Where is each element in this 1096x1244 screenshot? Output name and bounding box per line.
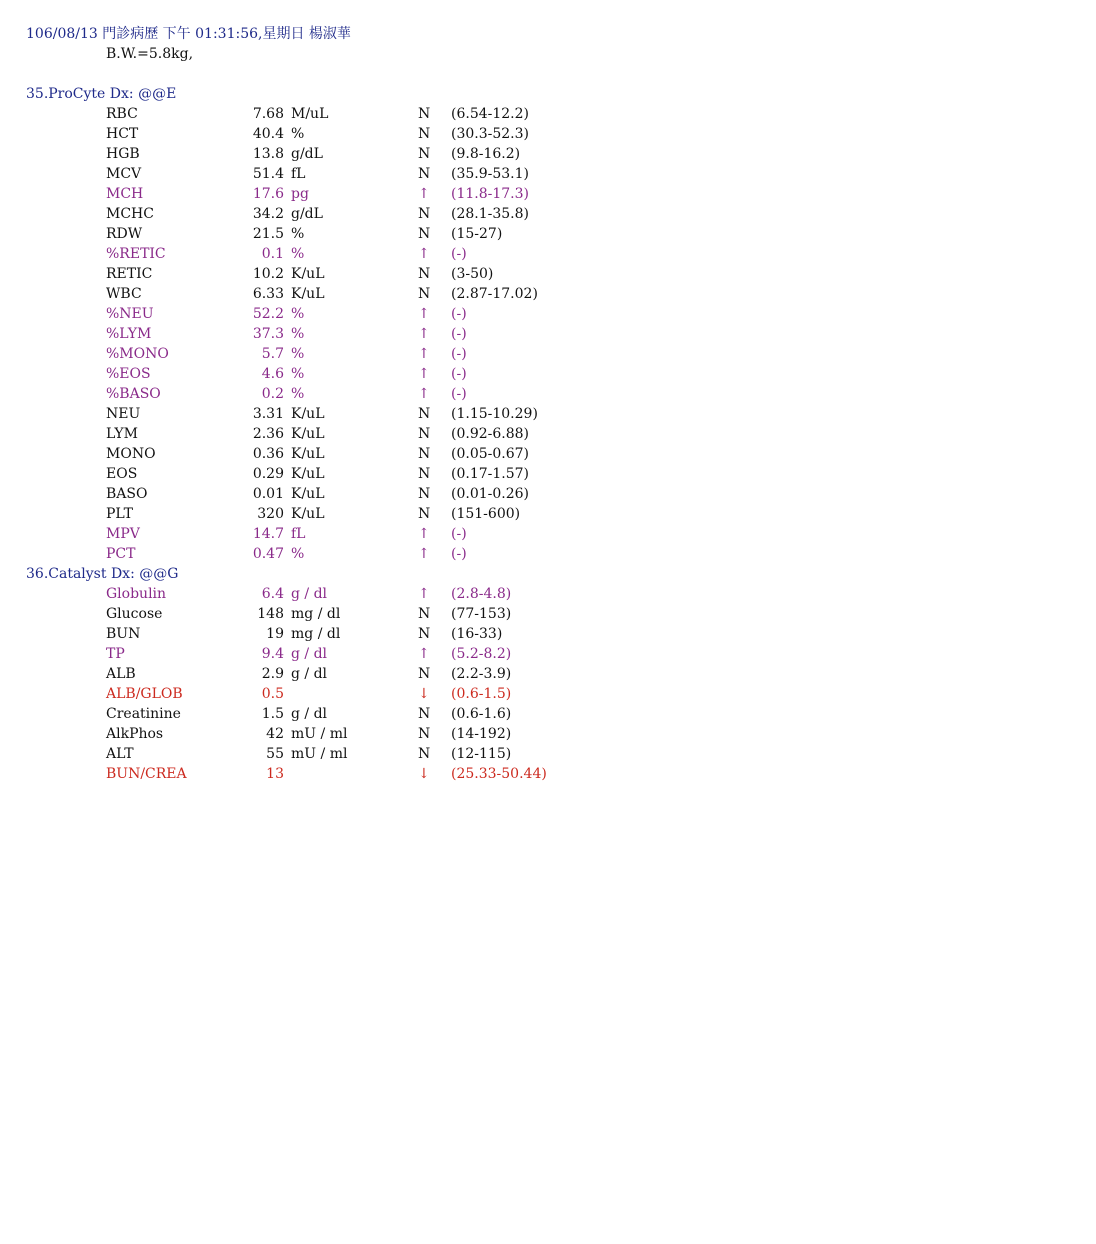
test-value: 0.2 — [261, 386, 284, 402]
test-value: 17.6 — [252, 186, 284, 202]
test-value: 0.36 — [252, 446, 284, 462]
test-unit: % — [291, 126, 305, 142]
test-name: %BASO — [106, 386, 161, 402]
test-flag: N — [418, 506, 431, 522]
test-flag: N — [418, 626, 431, 642]
test-name: %NEU — [106, 306, 154, 322]
reference-range: (-) — [451, 346, 467, 362]
reference-range: (12-115) — [451, 746, 512, 762]
test-unit: % — [291, 246, 305, 262]
lab-result-row — [0, 544, 1096, 564]
test-name: HGB — [106, 146, 140, 162]
test-unit: M/uL — [291, 106, 329, 122]
test-unit: % — [291, 306, 305, 322]
test-flag: ↑ — [418, 646, 430, 662]
test-flag: N — [418, 446, 431, 462]
reference-range: (30.3-52.3) — [451, 126, 529, 142]
test-unit: fL — [291, 166, 306, 182]
test-name: HCT — [106, 126, 139, 142]
test-value: 9.4 — [261, 646, 284, 662]
test-flag: ↑ — [418, 366, 430, 382]
reference-range: (-) — [451, 246, 467, 262]
test-value: 7.68 — [252, 106, 284, 122]
test-flag: N — [418, 726, 431, 742]
reference-range: (28.1-35.8) — [451, 206, 529, 222]
test-value: 320 — [257, 506, 284, 522]
lab-result-row — [0, 744, 1096, 764]
test-flag: N — [418, 706, 431, 722]
test-flag: ↑ — [418, 326, 430, 342]
test-flag: N — [418, 166, 431, 182]
lab-result-row — [0, 664, 1096, 684]
reference-range: (0.17-1.57) — [451, 466, 529, 482]
catalyst-section-title: 36.Catalyst Dx: @@G — [26, 566, 179, 582]
reference-range: (-) — [451, 526, 467, 542]
test-flag: N — [418, 206, 431, 222]
test-name: Glucose — [106, 606, 163, 622]
reference-range: (11.8-17.3) — [451, 186, 529, 202]
test-unit: % — [291, 546, 305, 562]
test-name: %RETIC — [106, 246, 166, 262]
test-value: 4.6 — [261, 366, 284, 382]
lab-result-row — [0, 264, 1096, 284]
test-flag: ↓ — [418, 766, 430, 782]
lab-result-row — [0, 104, 1096, 124]
lab-result-row — [0, 504, 1096, 524]
test-value: 51.4 — [252, 166, 284, 182]
lab-result-row — [0, 604, 1096, 624]
test-value: 0.29 — [252, 466, 284, 482]
lab-result-row — [0, 624, 1096, 644]
test-name: Globulin — [106, 586, 167, 602]
lab-result-row — [0, 204, 1096, 224]
test-flag: N — [418, 226, 431, 242]
test-name: BASO — [106, 486, 148, 502]
test-value: 6.4 — [261, 586, 284, 602]
test-value: 1.5 — [261, 706, 284, 722]
test-name: TP — [106, 646, 125, 662]
test-name: RBC — [106, 106, 138, 122]
reference-range: (-) — [451, 306, 467, 322]
test-value: 34.2 — [252, 206, 284, 222]
test-flag: ↑ — [418, 346, 430, 362]
lab-result-row — [0, 324, 1096, 344]
reference-range: (16-33) — [451, 626, 503, 642]
test-flag: ↑ — [418, 306, 430, 322]
test-flag: N — [418, 606, 431, 622]
test-unit: K/uL — [291, 286, 325, 302]
test-value: 2.9 — [261, 666, 284, 682]
test-unit: g/dL — [291, 206, 323, 222]
test-unit: g / dl — [291, 586, 328, 602]
test-name: RETIC — [106, 266, 153, 282]
test-value: 13.8 — [252, 146, 284, 162]
test-value: 5.7 — [261, 346, 284, 362]
lab-result-row — [0, 124, 1096, 144]
lab-result-row — [0, 684, 1096, 704]
test-unit: mg / dl — [291, 606, 341, 622]
test-name: RDW — [106, 226, 143, 242]
test-flag: N — [418, 466, 431, 482]
test-name: MCV — [106, 166, 142, 182]
reference-range: (0.05-0.67) — [451, 446, 529, 462]
test-unit: mU / ml — [291, 746, 348, 762]
test-name: MPV — [106, 526, 140, 542]
reference-range: (0.6-1.6) — [451, 706, 512, 722]
lab-result-row — [0, 724, 1096, 744]
test-name: MCH — [106, 186, 144, 202]
test-name: ALB/GLOB — [106, 686, 183, 702]
test-name: ALB — [106, 666, 136, 682]
reference-range: (2.8-4.8) — [451, 586, 512, 602]
procyte-section-title: 35.ProCyte Dx: @@E — [26, 86, 177, 102]
test-unit: fL — [291, 526, 306, 542]
reference-range: (77-153) — [451, 606, 512, 622]
test-value: 0.47 — [252, 546, 284, 562]
reference-range: (15-27) — [451, 226, 503, 242]
test-value: 21.5 — [252, 226, 284, 242]
test-name: PLT — [106, 506, 133, 522]
test-flag: ↑ — [418, 386, 430, 402]
test-unit: g / dl — [291, 706, 328, 722]
reference-range: (-) — [451, 326, 467, 342]
reference-range: (-) — [451, 386, 467, 402]
test-name: AlkPhos — [106, 726, 164, 742]
test-flag: N — [418, 426, 431, 442]
test-flag: N — [418, 666, 431, 682]
test-name: BUN/CREA — [106, 766, 187, 782]
record-header: 106/08/13 門診病歷 下午 01:31:56,星期日 楊淑華 — [26, 26, 351, 42]
test-value: 0.01 — [252, 486, 284, 502]
lab-result-row — [0, 304, 1096, 324]
lab-result-row — [0, 344, 1096, 364]
reference-range: (0.6-1.5) — [451, 686, 512, 702]
lab-result-row — [0, 484, 1096, 504]
lab-result-row — [0, 224, 1096, 244]
test-name: %LYM — [106, 326, 152, 342]
test-unit: g / dl — [291, 646, 328, 662]
test-value: 40.4 — [252, 126, 284, 142]
reference-range: (2.87-17.02) — [451, 286, 538, 302]
test-name: MCHC — [106, 206, 154, 222]
lab-result-row — [0, 464, 1096, 484]
test-name: WBC — [106, 286, 142, 302]
lab-result-row — [0, 164, 1096, 184]
test-value: 148 — [257, 606, 284, 622]
test-unit: K/uL — [291, 426, 325, 442]
lab-result-row — [0, 284, 1096, 304]
lab-result-row — [0, 524, 1096, 544]
lab-result-row — [0, 764, 1096, 784]
test-flag: N — [418, 266, 431, 282]
test-flag: ↑ — [418, 246, 430, 262]
test-name: MONO — [106, 446, 156, 462]
reference-range: (0.01-0.26) — [451, 486, 529, 502]
test-unit: % — [291, 366, 305, 382]
test-unit: % — [291, 226, 305, 242]
lab-result-row — [0, 184, 1096, 204]
test-name: %EOS — [106, 366, 151, 382]
reference-range: (-) — [451, 546, 467, 562]
test-unit: K/uL — [291, 446, 325, 462]
test-unit: g / dl — [291, 666, 328, 682]
test-flag: N — [418, 286, 431, 302]
test-name: PCT — [106, 546, 136, 562]
test-flag: N — [418, 746, 431, 762]
reference-range: (9.8-16.2) — [451, 146, 521, 162]
test-name: NEU — [106, 406, 141, 422]
test-value: 13 — [266, 766, 284, 782]
body-weight: B.W.=5.8kg, — [106, 46, 194, 62]
lab-result-row — [0, 244, 1096, 264]
test-unit: % — [291, 386, 305, 402]
test-flag: N — [418, 406, 431, 422]
test-flag: N — [418, 126, 431, 142]
lab-result-row — [0, 444, 1096, 464]
test-value: 2.36 — [252, 426, 284, 442]
test-name: BUN — [106, 626, 141, 642]
test-flag: ↑ — [418, 546, 430, 562]
test-value: 37.3 — [252, 326, 284, 342]
test-unit: K/uL — [291, 266, 325, 282]
lab-result-row — [0, 584, 1096, 604]
lab-result-row — [0, 704, 1096, 724]
test-name: %MONO — [106, 346, 169, 362]
test-unit: % — [291, 346, 305, 362]
test-flag: N — [418, 106, 431, 122]
reference-range: (151-600) — [451, 506, 521, 522]
test-unit: K/uL — [291, 466, 325, 482]
test-unit: K/uL — [291, 486, 325, 502]
lab-result-row — [0, 364, 1096, 384]
reference-range: (5.2-8.2) — [451, 646, 512, 662]
reference-range: (3-50) — [451, 266, 494, 282]
test-flag: ↑ — [418, 186, 430, 202]
test-value: 6.33 — [252, 286, 284, 302]
test-flag: N — [418, 146, 431, 162]
test-flag: ↑ — [418, 586, 430, 602]
reference-range: (1.15-10.29) — [451, 406, 538, 422]
lab-result-row — [0, 644, 1096, 664]
test-flag: N — [418, 486, 431, 502]
test-unit: K/uL — [291, 506, 325, 522]
test-unit: g/dL — [291, 146, 323, 162]
test-value: 55 — [266, 746, 284, 762]
lab-result-row — [0, 404, 1096, 424]
test-value: 0.1 — [261, 246, 284, 262]
reference-range: (14-192) — [451, 726, 512, 742]
test-value: 3.31 — [252, 406, 284, 422]
reference-range: (25.33-50.44) — [451, 766, 547, 782]
test-value: 14.7 — [252, 526, 284, 542]
test-name: Creatinine — [106, 706, 181, 722]
test-unit: K/uL — [291, 406, 325, 422]
lab-result-row — [0, 384, 1096, 404]
test-unit: pg — [291, 186, 309, 202]
reference-range: (2.2-3.9) — [451, 666, 512, 682]
test-name: ALT — [106, 746, 134, 762]
reference-range: (-) — [451, 366, 467, 382]
test-name: EOS — [106, 466, 138, 482]
reference-range: (6.54-12.2) — [451, 106, 529, 122]
lab-result-row — [0, 424, 1096, 444]
reference-range: (0.92-6.88) — [451, 426, 529, 442]
test-name: LYM — [106, 426, 138, 442]
test-value: 42 — [266, 726, 284, 742]
test-value: 19 — [266, 626, 284, 642]
test-unit: mU / ml — [291, 726, 348, 742]
lab-result-row — [0, 144, 1096, 164]
reference-range: (35.9-53.1) — [451, 166, 529, 182]
test-unit: mg / dl — [291, 626, 341, 642]
test-value: 52.2 — [252, 306, 284, 322]
test-unit: % — [291, 326, 305, 342]
test-flag: ↓ — [418, 686, 430, 702]
test-flag: ↑ — [418, 526, 430, 542]
test-value: 0.5 — [261, 686, 284, 702]
test-value: 10.2 — [252, 266, 284, 282]
